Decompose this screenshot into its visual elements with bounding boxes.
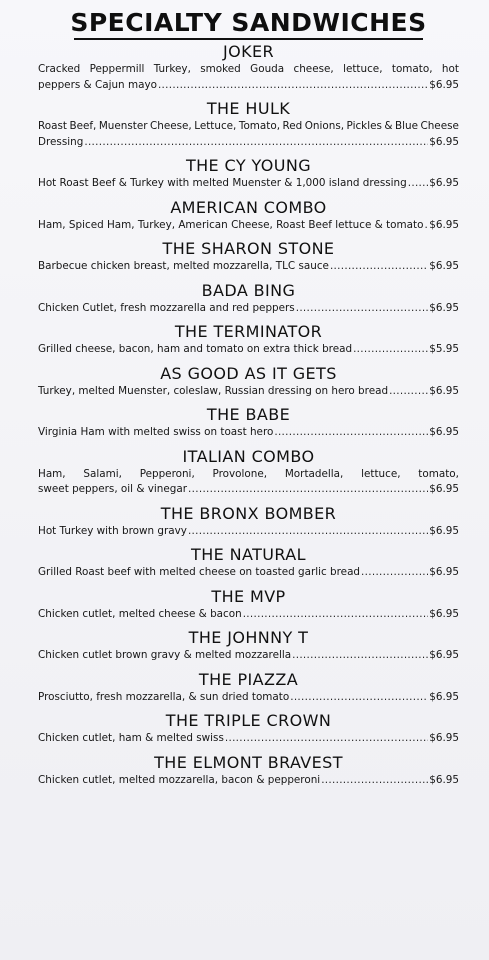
menu-item-description	[38, 524, 459, 540]
menu-item	[38, 670, 459, 706]
menu-item-name: THE TERMINATOR	[174, 322, 323, 341]
menu-item	[38, 156, 459, 192]
menu-item-description	[38, 342, 459, 358]
menu-item-list	[38, 42, 459, 788]
menu-item-description	[38, 607, 459, 623]
menu-item-description	[38, 467, 459, 498]
description-word: Red	[282, 120, 303, 132]
menu-item-description	[38, 301, 459, 317]
menu-item	[38, 239, 459, 275]
menu-item-name: AS GOOD AS IT GETS	[160, 363, 337, 383]
dot-leader	[424, 218, 428, 234]
menu-item-description	[38, 384, 459, 400]
description-line: Virginia Ham with melted swiss on toast hero	[38, 426, 274, 438]
description-word: Roast	[38, 120, 67, 132]
menu-item-name: THE JOHNNY T	[188, 628, 309, 647]
menu-item	[38, 753, 459, 789]
menu-item-price: $6.95	[429, 773, 459, 786]
description-line: Dressing	[38, 135, 84, 148]
description-word: lettuce,	[361, 467, 401, 480]
menu-item	[38, 587, 459, 623]
menu-item	[38, 447, 459, 498]
menu-item-description	[38, 731, 459, 747]
menu-item-price: $5.95	[429, 343, 459, 355]
description-word: Pickles	[346, 120, 382, 132]
description-word: Tomato,	[238, 120, 281, 132]
dot-leader	[188, 524, 428, 540]
menu-item-description	[38, 218, 459, 234]
menu-item-price: $6.95	[429, 524, 459, 537]
description-line: Chicken cutlet, ham & melted swiss	[38, 732, 224, 744]
menu-item-price: $6.95	[429, 384, 459, 397]
menu-item	[38, 405, 459, 441]
dot-leader	[296, 301, 429, 317]
description-line: Ham, Spiced Ham, Turkey, American Cheese, Roast Beef lettuce & tomato	[38, 218, 424, 231]
description-line: peppers & Cajun mayo	[38, 78, 157, 91]
menu-item-price: $6.95	[429, 301, 459, 314]
menu-item	[38, 628, 459, 664]
description-word: tomato,	[391, 63, 433, 75]
menu-item-description	[38, 119, 459, 150]
description-line: Grilled cheese, bacon, ham and tomato on extra thick bread	[38, 343, 353, 355]
dot-leader	[361, 565, 428, 581]
menu-item-price: $6.95	[429, 218, 459, 231]
description-word: Beef,	[69, 120, 97, 132]
description-word: Blue	[394, 120, 418, 132]
dot-leader	[292, 648, 428, 664]
description-line: Chicken cutlet brown gravy & melted mozzarella	[38, 649, 292, 661]
menu-item-name: THE BABE	[206, 405, 291, 424]
menu-item-price: $6.95	[429, 177, 459, 189]
menu-item-name: BADA BING	[201, 280, 296, 300]
menu-item-description	[38, 773, 459, 789]
menu-item-name: THE CY YOUNG	[185, 156, 312, 175]
description-word: Cheese,	[149, 120, 192, 132]
menu-item-name: THE SHARON STONE	[162, 239, 335, 258]
dot-leader	[389, 384, 428, 400]
menu-item-name: THE NATURAL	[191, 545, 306, 564]
dot-leader	[330, 259, 428, 275]
menu-item	[38, 281, 459, 317]
description-word: Provolone,	[212, 467, 268, 480]
menu-item-price: $6.95	[429, 483, 459, 495]
menu-item-price: $6.95	[429, 566, 459, 578]
menu-item-description	[38, 176, 459, 192]
description-word: tomato,	[418, 467, 459, 480]
description-word: Mortadella,	[284, 467, 344, 480]
dot-leader	[408, 176, 429, 192]
description-line: Prosciutto, fresh mozzarella, & sun dried tomato	[38, 690, 290, 703]
description-line: Chicken cutlet, melted cheese & bacon	[38, 607, 242, 620]
dot-leader	[243, 607, 429, 623]
menu-item-price: $6.95	[429, 607, 459, 620]
menu-item-price: $6.95	[429, 649, 459, 661]
dot-leader	[225, 731, 428, 747]
description-line: Grilled Roast beef with melted cheese on toasted garlic bread	[38, 566, 361, 578]
description-line: Hot Turkey with brown gravy	[38, 524, 187, 537]
menu-item-description	[38, 690, 459, 706]
menu-item-description	[38, 259, 459, 275]
menu-item	[38, 322, 459, 358]
menu-item-description	[38, 565, 459, 581]
description-word: Onions,	[304, 120, 345, 132]
dot-leader	[274, 425, 428, 441]
menu-item-name: JOKER	[222, 42, 275, 61]
menu-item-description	[38, 648, 459, 664]
description-word: Salami,	[83, 467, 122, 480]
menu-item-price: $6.95	[429, 260, 459, 272]
dot-leader	[84, 135, 428, 151]
description-word: Muenster	[98, 120, 148, 132]
menu-item-price: $6.95	[429, 78, 459, 91]
menu-item-name: THE PIAZZA	[198, 669, 299, 689]
dot-leader	[290, 690, 428, 706]
description-word: Pepperoni,	[139, 467, 195, 480]
description-word: &	[384, 120, 393, 132]
title-underline	[74, 38, 423, 40]
menu-item	[38, 99, 459, 150]
menu-item-price: $6.95	[429, 135, 459, 148]
menu-item	[38, 364, 459, 400]
description-word: Gouda	[250, 63, 285, 75]
description-word: lettuce,	[343, 63, 383, 75]
dot-leader	[353, 342, 428, 358]
menu-item-price: $6.95	[429, 732, 459, 744]
description-word: Ham,	[38, 467, 66, 480]
menu-item-price: $6.95	[429, 426, 459, 438]
description-word: cheese,	[293, 63, 334, 75]
description-word: hot	[441, 63, 459, 75]
menu-item-name: THE BRONX BOMBER	[160, 503, 337, 523]
menu-item-name: THE TRIPLE CROWN	[165, 711, 332, 730]
dot-leader	[188, 482, 428, 498]
description-line: Chicken cutlet, melted mozzarella, bacon & pepperoni	[38, 773, 321, 786]
menu-item-description	[38, 62, 459, 93]
menu-item	[38, 504, 459, 540]
menu-item	[38, 711, 459, 747]
menu-item	[38, 42, 459, 93]
description-word: smoked	[200, 63, 241, 75]
menu-item-name: ITALIAN COMBO	[182, 446, 315, 466]
dot-leader	[321, 773, 428, 789]
description-line: sweet peppers, oil & vinegar	[38, 483, 188, 495]
menu-item	[38, 545, 459, 581]
dot-leader	[158, 78, 428, 94]
menu-item-name: AMERICAN COMBO	[170, 197, 327, 217]
description-word: Cheese	[420, 120, 459, 132]
description-word: Cracked	[38, 63, 81, 75]
description-word: Lettuce,	[194, 120, 237, 132]
description-line: Barbecue chicken breast, melted mozzarella, TLC sauce	[38, 260, 329, 272]
description-word: Peppermill	[89, 63, 145, 75]
menu-item-price: $6.95	[429, 690, 459, 703]
menu-item-name: THE HULK	[206, 99, 291, 118]
description-line: Chicken Cutlet, fresh mozzarella and red peppers	[38, 301, 295, 314]
description-word: Turkey,	[153, 63, 191, 75]
description-line: Turkey, melted Muenster, coleslaw, Russian dressing on hero bread	[38, 384, 389, 397]
menu-title: SPECIALTY SANDWICHES	[70, 8, 427, 37]
menu-item	[38, 198, 459, 234]
description-line: Hot Roast Beef & Turkey with melted Muenster & 1,000 island dressing	[38, 177, 407, 189]
menu-item-description	[38, 425, 459, 441]
menu-item-name: THE ELMONT BRAVEST	[154, 752, 343, 772]
menu-item-name: THE MVP	[211, 586, 286, 606]
